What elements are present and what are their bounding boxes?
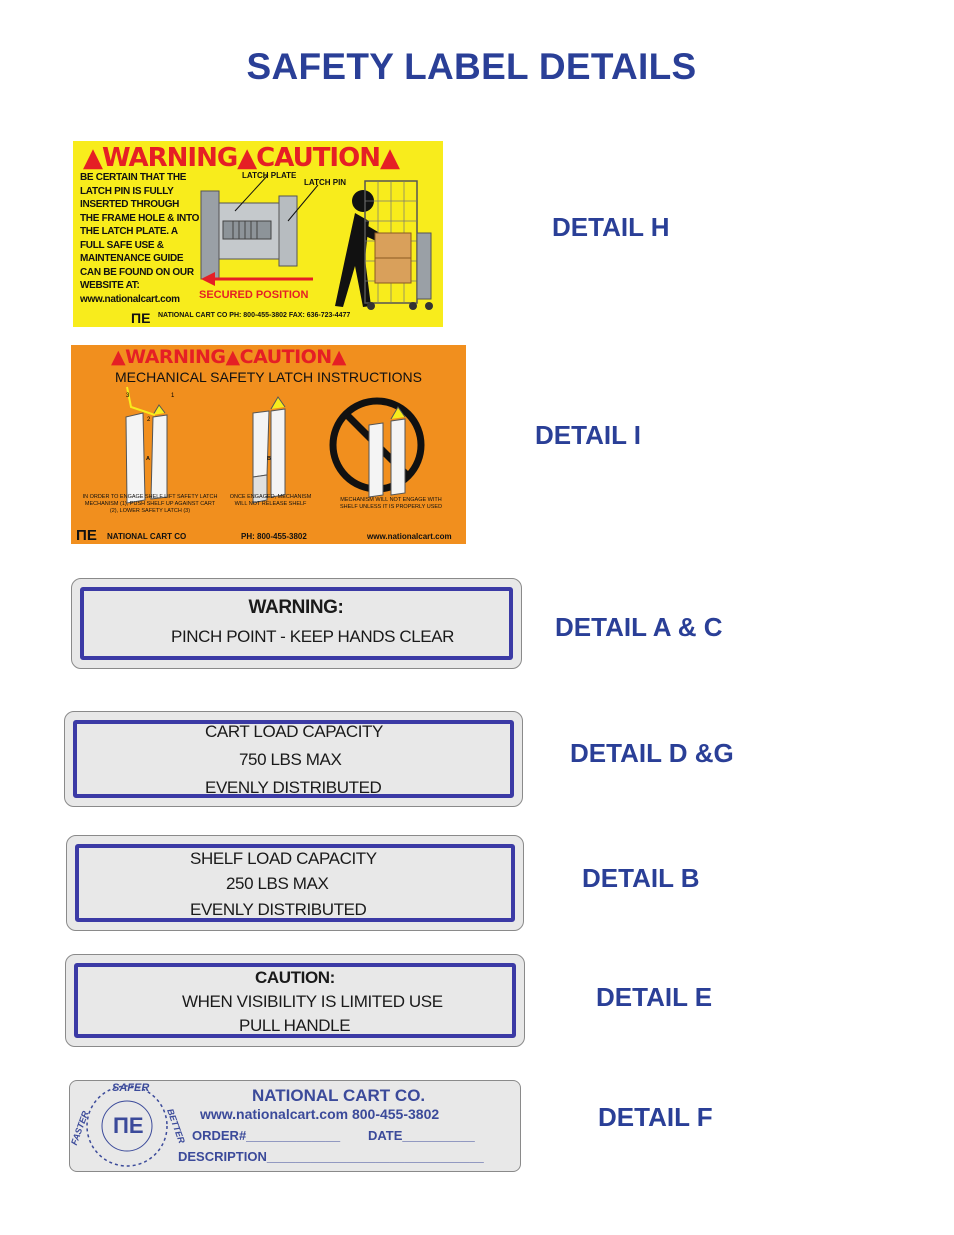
svg-text:3: 3: [126, 393, 130, 399]
detail-e-caption: DETAIL E: [596, 982, 713, 1012]
nc-logo-icon: ΠΕ: [76, 527, 97, 544]
footer-phone: PH: 800-455-3802: [241, 532, 307, 541]
detail-dg-caption: DETAIL D &G: [570, 738, 734, 768]
label-b: [66, 835, 524, 931]
detail-i-caption: DETAIL I: [535, 420, 641, 450]
label-b-line3: EVENLY DISTRIBUTED: [190, 900, 367, 919]
description-field: DESCRIPTION______________________________: [178, 1149, 484, 1164]
label-f: [69, 1080, 521, 1172]
label-e-line2: WHEN VISIBILITY IS LIMITED USE: [182, 992, 443, 1011]
label-dg-line3: EVENLY DISTRIBUTED: [205, 778, 382, 797]
seal-text-left: FASTER: [68, 1109, 91, 1147]
label-dg: [64, 711, 523, 807]
warning-header: ▲WARNING▲CAUTION▲: [83, 143, 399, 173]
step-a-label: A: [146, 456, 150, 462]
svg-text:2: 2: [147, 417, 151, 423]
caption-b: ONCE ENGAGED, MECHANISM WILL NOT RELEASE SHELF: [229, 494, 312, 507]
caption-a: IN ORDER TO ENGAGE SHELF LIFT SAFETY LATCH MECHANISM (1), PUSH SHELF UP AGAINST CART (2), LOWER SAFETY LATCH (3): [82, 494, 218, 514]
label-b-line2: 250 LBS MAX: [226, 874, 329, 893]
order-field: ORDER#_____________: [192, 1128, 341, 1143]
label-ac: [71, 578, 522, 669]
caption-c: MECHANISM WILL NOT ENGAGE WITH SHELF UNLESS IT IS PROPERLY USED: [339, 497, 443, 510]
footer-company: NATIONAL CART CO: [107, 532, 187, 541]
label-ac-line2: PINCH POINT - KEEP HANDS CLEAR: [171, 627, 455, 646]
svg-text:1: 1: [171, 393, 175, 399]
latch-instructions-title: MECHANICAL SAFETY LATCH INSTRUCTIONS: [114, 369, 422, 385]
label-ac-line1: WARNING:: [248, 597, 344, 618]
secured-position-caption: SECURED POSITION: [199, 289, 309, 301]
warning-header: ▲WARNING▲CAUTION▲: [111, 346, 346, 368]
label-h-body: BE CERTAIN THAT THE LATCH PIN IS FULLY INSERTED THROUGH THE FRAME HOLE & INTO THE LATCH PLATE. A FULL SAFE USE & MAINTENANCE GUIDE CAN BE FOUND ON OUR WEBSITE AT: www.nationalcart.com: [80, 172, 200, 305]
label-e-line3: PULL HANDLE: [239, 1016, 351, 1035]
seal-text-top: SAFER: [112, 1082, 150, 1094]
nc-logo-icon: ΠΕ: [131, 310, 151, 326]
detail-b-caption: DETAIL B: [582, 863, 700, 893]
detail-ac-caption: DETAIL A & C: [555, 612, 723, 642]
web-phone: www.nationalcart.com 800-455-3802: [200, 1106, 440, 1122]
company-name: NATIONAL CART CO.: [252, 1086, 426, 1105]
detail-h-caption: DETAIL H: [552, 212, 670, 242]
footer-web: www.nationalcart.com: [367, 532, 452, 541]
label-e-line1: CAUTION:: [255, 968, 335, 987]
label-h-footer: NATIONAL CART CO PH: 800-455-3802 FAX: 636-723-4477: [158, 312, 351, 319]
latch-pin-caption: LATCH PIN: [304, 178, 347, 187]
label-dg-line2: 750 LBS MAX: [239, 750, 342, 769]
label-i: [71, 345, 466, 544]
latch-plate-caption: LATCH PLATE: [242, 171, 297, 180]
page-title: SAFETY LABEL DETAILS: [246, 46, 697, 87]
label-b-line1: SHELF LOAD CAPACITY: [190, 849, 377, 868]
date-field: DATE__________: [368, 1128, 475, 1143]
step-b-label: B: [267, 456, 271, 462]
svg-text:ΠΕ: ΠΕ: [113, 1113, 144, 1138]
label-e: [65, 954, 525, 1047]
label-h: [73, 141, 443, 327]
detail-f-caption: DETAIL F: [598, 1102, 713, 1132]
seal-text-right: BETTER: [165, 1107, 187, 1145]
label-dg-line1: CART LOAD CAPACITY: [205, 722, 383, 741]
